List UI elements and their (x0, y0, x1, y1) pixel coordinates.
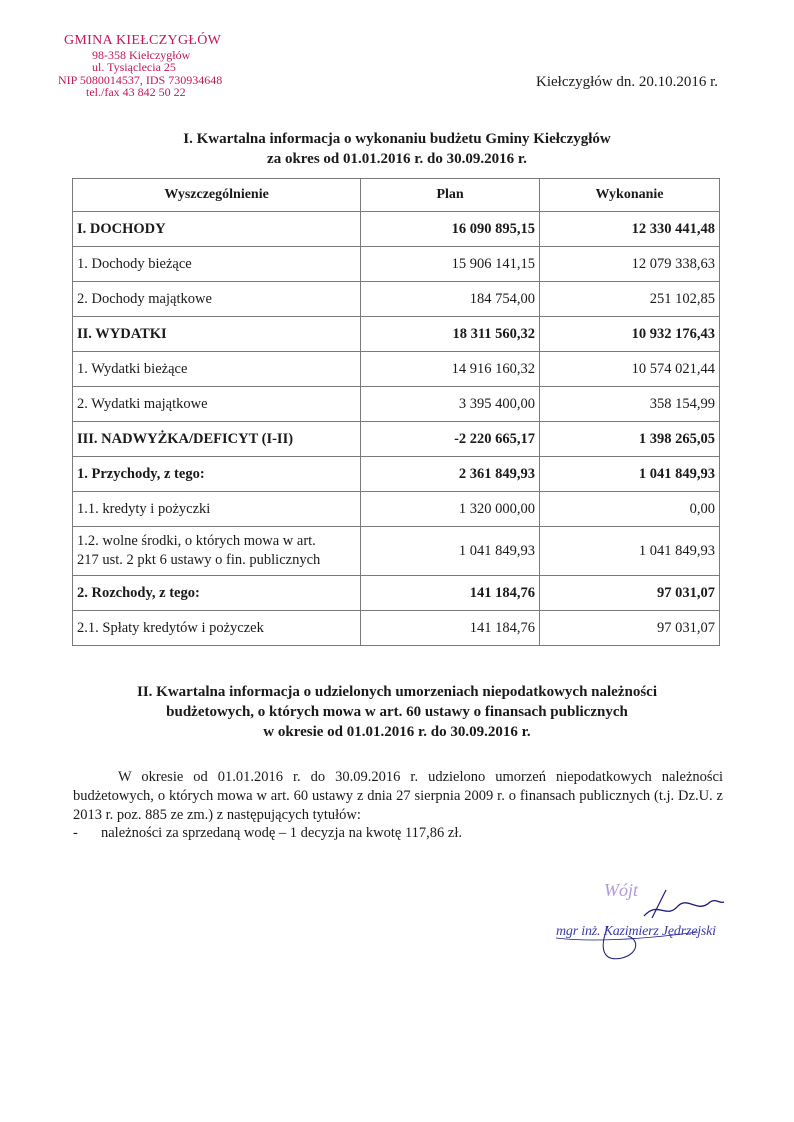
row-plan: -2 220 665,17 (361, 422, 540, 457)
row-name (73, 527, 361, 576)
municipality-stamp (58, 34, 238, 99)
table-row (73, 527, 720, 576)
row-execution: 97 031,07 (540, 576, 720, 611)
row-plan: 1 041 849,93 (361, 527, 540, 576)
row-name: 2. Wydatki majątkowe (73, 387, 361, 422)
section2-body (73, 768, 723, 825)
header-execution: Wykonanie (540, 179, 720, 212)
table-row (73, 492, 720, 527)
table-row (73, 387, 720, 422)
table-row (73, 317, 720, 352)
row-plan: 141 184,76 (361, 576, 540, 611)
row-execution: 358 154,99 (540, 387, 720, 422)
table-row (73, 282, 720, 317)
row-plan: 1 320 000,00 (361, 492, 540, 527)
table-row (73, 611, 720, 646)
table-row (73, 576, 720, 611)
row-name: 1. Dochody bieżące (73, 247, 361, 282)
row-name: 2. Dochody majątkowe (73, 282, 361, 317)
row-plan: 18 311 560,32 (361, 317, 540, 352)
row-execution: 97 031,07 (540, 611, 720, 646)
row-name: III. NADWYŻKA/DEFICYT (I-II) (73, 422, 361, 457)
section2-title (0, 682, 794, 742)
row-execution: 1 041 849,93 (540, 527, 720, 576)
row-plan: 14 916 160,32 (361, 352, 540, 387)
row-execution: 12 079 338,63 (540, 247, 720, 282)
table-row (73, 422, 720, 457)
table-row (73, 457, 720, 492)
table-row (73, 352, 720, 387)
row-execution: 10 932 176,43 (540, 317, 720, 352)
place-date: Kiełczygłów dn. 20.10.2016 r. (536, 74, 719, 90)
header-item: Wyszczególnienie (73, 179, 361, 212)
row-plan: 15 906 141,15 (361, 247, 540, 282)
stamp-line-name: GMINA KIEŁCZYGŁÓW (64, 33, 222, 48)
row-name: 2.1. Spłaty kredytów i pożyczek (73, 611, 361, 646)
signature-title: Wójt (604, 880, 638, 900)
section2-title-line1: II. Kwartalna informacja o udzielonych umorzeniach niepodatkowych należności (137, 684, 657, 700)
row-execution: 251 102,85 (540, 282, 720, 317)
stamp-line-postal: 98-358 Kiełczygłów (92, 47, 191, 62)
table-row (73, 247, 720, 282)
row-execution: 12 330 441,48 (540, 212, 720, 247)
row-plan: 141 184,76 (361, 611, 540, 646)
row-name: I. DOCHODY (73, 212, 361, 247)
row-execution: 0,00 (540, 492, 720, 527)
write-off-text: należności za sprzedaną wodę – 1 decyzja na kwotę 117,86 zł. (101, 825, 463, 841)
row-execution: 1 041 849,93 (540, 457, 720, 492)
section1-title-line2: za okres od 01.01.2016 r. do 30.09.2016 r. (267, 151, 527, 167)
row-name: 1. Wydatki bieżące (73, 352, 361, 387)
row-plan: 2 361 849,93 (361, 457, 540, 492)
row-name: 1. Przychody, z tego: (73, 457, 361, 492)
row-execution: 10 574 021,44 (540, 352, 720, 387)
bullet-dash: - (73, 825, 78, 841)
signature-name: mgr inż. Kazimierz Jędrzejski (556, 924, 716, 939)
section2-title-line2: budżetowych, o których mowa w art. 60 ustawy o finansach publicznych (166, 704, 628, 720)
row-plan: 16 090 895,15 (361, 212, 540, 247)
row-plan: 184 754,00 (361, 282, 540, 317)
table-row (73, 212, 720, 247)
stamp-line-phone: tel./fax 43 842 50 22 (86, 85, 186, 100)
signature-block (548, 880, 748, 960)
budget-table (72, 178, 720, 646)
row-name: II. WYDATKI (73, 317, 361, 352)
row-name: 2. Rozchody, z tego: (73, 576, 361, 611)
stamp-line-nip: NIP 5080014537, IDS 730934648 (58, 72, 223, 87)
row-plan: 3 395 400,00 (361, 387, 540, 422)
row-name-line1: 1.2. wolne środki, o których mowa w art. (77, 533, 316, 549)
section2-paragraph: W okresie od 01.01.2016 r. do 30.09.2016 r. udzielono umorzeń niepodatkowych należności budżetowych, o których mowa w art. 60 ustawy z dnia 27 sierpnia 2009 r. o finansach publicznych (t.j. Dz.U. z 2013 r. poz. 885 ze zm.) z następujących tytułów: (73, 769, 723, 823)
row-execution: 1 398 265,05 (540, 422, 720, 457)
row-name-line2: 217 ust. 2 pkt 6 ustawy o fin. publicznych (77, 552, 321, 568)
table-header-row (73, 179, 720, 212)
header-plan: Plan (361, 179, 540, 212)
section1-title-line1: I. Kwartalna informacja o wykonaniu budżetu Gminy Kiełczygłów (183, 131, 611, 147)
row-name: 1.1. kredyty i pożyczki (73, 492, 361, 527)
stamp-line-street: ul. Tysiąclecia 25 (92, 60, 176, 75)
write-off-item (73, 825, 462, 842)
section2-title-line3: w okresie od 01.01.2016 r. do 30.09.2016 r. (263, 724, 531, 740)
